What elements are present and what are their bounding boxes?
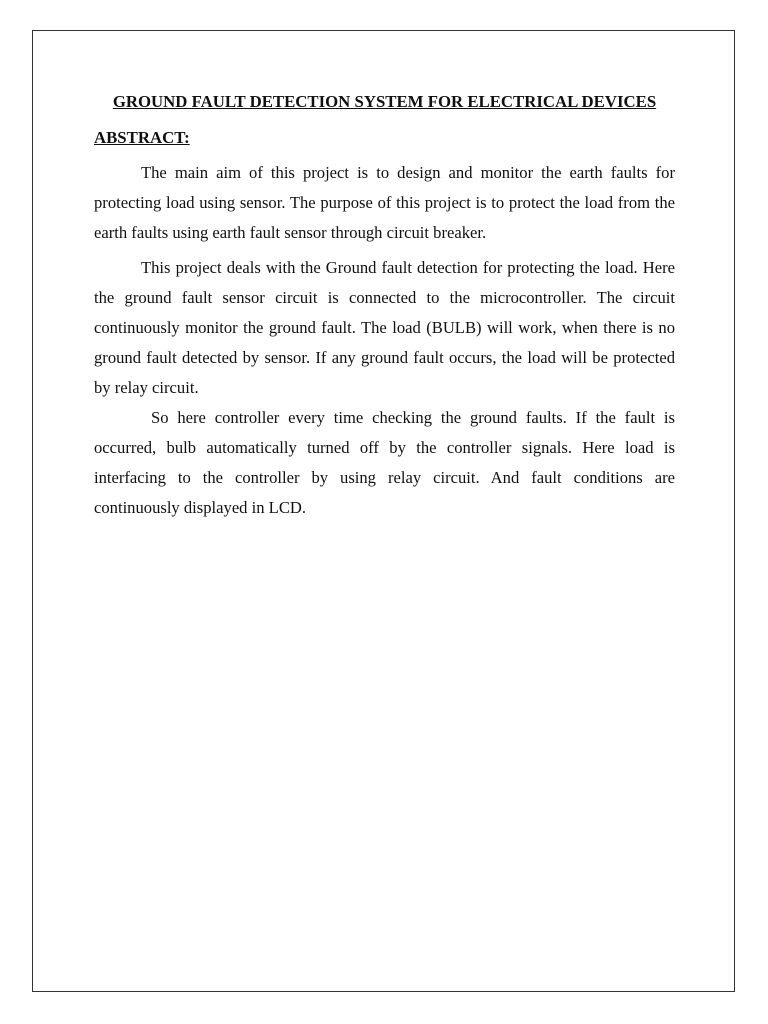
document-body [94, 87, 675, 523]
abstract-paragraph-2: This project deals with the Ground fault detection for protecting the load. Here the ground fault sensor circuit is connected to the microcontroller. The circuit continuously monitor the ground fault. The load (BULB) will work, when there is no ground fault detected by sensor. If any ground fault occurs, the load will be protected by relay circuit. [94, 257, 675, 397]
abstract-paragraph-3: So here controller every time checking the ground faults. If the fault is occurred, bulb automatically turned off by the controller signals. Here load is interfacing to the controller by using relay circuit. And fault conditions are continuously displayed in LCD. [94, 407, 675, 517]
abstract-heading: ABSTRACT: [94, 127, 190, 147]
document-title: GROUND FAULT DETECTION SYSTEM FOR ELECTRICAL DEVICES [112, 92, 657, 111]
document-page [32, 30, 735, 992]
abstract-paragraph-1: The main aim of this project is to design and monitor the earth faults for protecting load using sensor. The purpose of this project is to protect the load from the earth faults using earth fault sensor through circuit breaker. [94, 162, 675, 242]
